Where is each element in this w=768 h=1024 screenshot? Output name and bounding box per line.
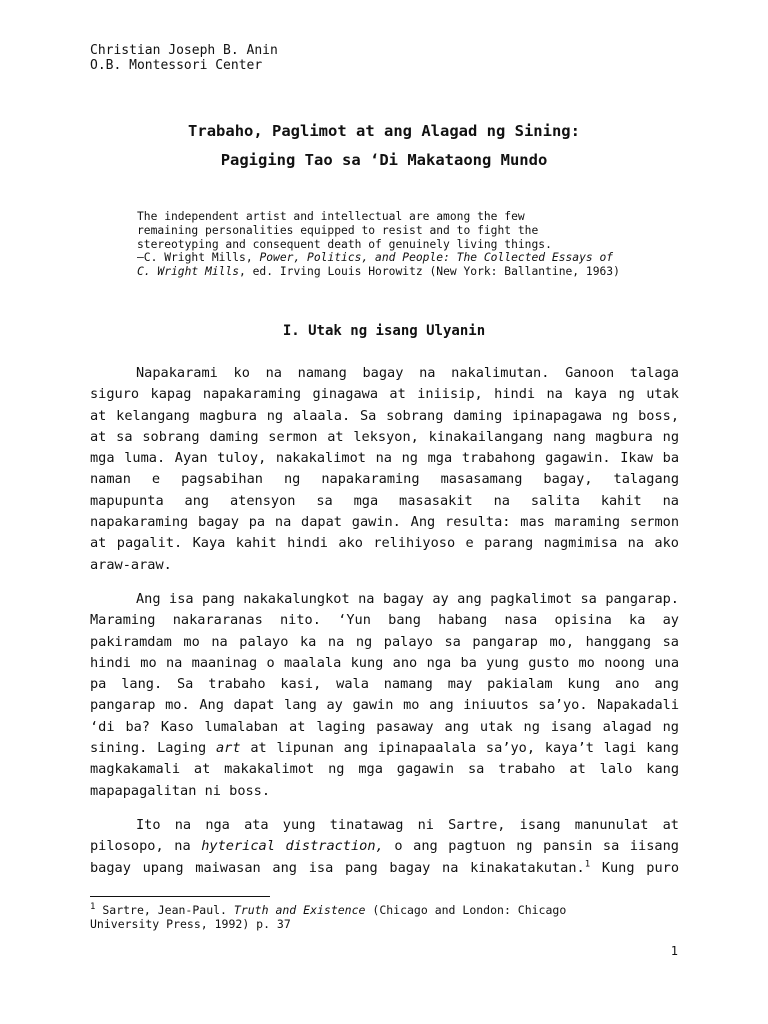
text-run: sining. Laging (90, 740, 216, 757)
paragraph-line (90, 858, 679, 879)
footnote-divider (90, 896, 270, 897)
italic-term: hyterical distraction, (201, 838, 384, 855)
paragraph-line: Maraming nakararanas nito. ‘Yun bang habang nasa opisina ka ay (90, 612, 679, 629)
author-block (90, 43, 278, 73)
footnote-author: Sartre, Jean-Paul. (95, 903, 234, 917)
paragraph-line: mapupunta ang atensyon sa mga masasakit na salita kahit na (90, 492, 679, 509)
footnote-book-title: Truth and Existence (233, 903, 366, 917)
text-run: pilosopo, na (90, 838, 202, 855)
paragraph-line: magkakamali at makakalimot ng mga gagawin sa trabaho at lalo kang (90, 761, 679, 778)
paragraph-line: mga luma. Ayan tuloy, nakakalimot na ng mga trabahong gagawin. Ikaw ba (90, 450, 679, 467)
paragraph-line (90, 836, 679, 857)
paragraph-line (90, 738, 679, 759)
footnote-line: University Press, 1992) p. 37 (90, 917, 291, 931)
paragraph-line: at pagalit. Kaya kahit hindi ako relihiyoso e parang nagmimisa na ako (90, 535, 679, 552)
paragraph-line: naman e pagsabihan ng napakaraming masasamang bagay, talagang (90, 471, 679, 488)
paragraph-line: Ito na nga ata yung tinatawag ni Sartre, isang manunulat at (136, 817, 679, 833)
footnote (90, 903, 650, 931)
paragraph-1 (90, 363, 679, 576)
footnote-marker: 1 (90, 902, 96, 913)
footnote-publisher: (Chicago and London: Chicago (365, 903, 567, 917)
text-run: bagay upang maiwasan ang isa pang bagay na kinakatakutan. (90, 859, 585, 876)
epigraph-attribution-cont (137, 265, 677, 279)
epigraph-line: The independent artist and intellectual are among the few (137, 210, 525, 223)
paragraph-line: at sa sobrang daming sermon at leksyon, kinakailangang nang magbura ng (90, 428, 679, 445)
paragraph-line: araw-araw. (90, 556, 172, 573)
text-run: at lipunan ang ipinapaalala sa’yo, kaya’t lagi kang (240, 740, 679, 757)
epigraph-line: remaining personalities equipped to resist and to fight the (137, 223, 539, 237)
paragraph-line: hindi mo na maaninag o maalala kung ano nga ba yung gusto mo noong una (90, 654, 679, 671)
epigraph-line: stereotyping and consequent death of genuinely living things. (137, 237, 552, 251)
author-affiliation: O.B. Montessori Center (90, 58, 263, 73)
author-name: Christian Joseph B. Anin (90, 43, 278, 58)
paragraph-line: pakiramdam mo na palayo ka na ng palayo sa pangarap mo, hanggang sa (90, 633, 679, 650)
epigraph (137, 210, 677, 279)
footnote-line (90, 903, 650, 917)
page-number: 1 (670, 944, 678, 958)
attribution-publication: , ed. Irving Louis Horowitz (New York: Ballantine, 1963) (239, 265, 620, 279)
paragraph-line: siguro kapag napakaraming ginagawa at iniisip, hindi na kaya ng utak (90, 386, 679, 403)
paragraph-line: mapapagalitan ni boss. (90, 782, 271, 799)
title-line-2: Pagiging Tao sa ‘Di Makataong Mundo (220, 151, 548, 169)
paragraph-3 (90, 815, 679, 879)
paragraph-2 (90, 589, 679, 802)
paragraph-line: Napakarami ko na namang bagay na nakalimutan. Ganoon talaga (136, 365, 679, 381)
paragraph-line: at kelangang magbura ng alaala. Sa sobrang daming ipinapagawa ng boss, (90, 407, 679, 424)
paragraph-line: pangarap mo. Ang dapat lang ay gawin mo ang iniuutos sa’yo. Napakadali (90, 697, 679, 714)
section-heading: I. Utak ng isang Ulyanin (282, 323, 486, 339)
paragraph-line: napakaraming bagay pa na dapat gawin. Ang resulta: mas maraming sermon (90, 514, 679, 531)
title-line-1: Trabaho, Paglimot at ang Alagad ng Sining: (188, 122, 580, 140)
paragraph-line: Ang isa pang nakakalungkot na bagay ay ang pagkalimot sa pangarap. (136, 591, 679, 607)
attribution-book-title-cont: C. Wright Mills (137, 265, 240, 279)
epigraph-attribution (137, 251, 677, 265)
text-run: Kung puro (590, 859, 679, 876)
paragraph-line: pa lang. Sa trabaho kasi, wala namang may pakialam kung ano ang (90, 676, 679, 693)
italic-term: art (215, 740, 241, 757)
footnote-reference[interactable]: 1 (584, 859, 591, 870)
paragraph-line: ‘di ba? Kaso lumalaban at laging pasaway ang utak ng isang alagad ng (90, 718, 679, 735)
attribution-book-title: Power, Politics, and People: The Collected Essays of (259, 251, 614, 265)
text-run: o ang pagtuon ng pansin sa iisang (383, 838, 679, 855)
attribution-text: –C. Wright Mills, (137, 251, 260, 265)
